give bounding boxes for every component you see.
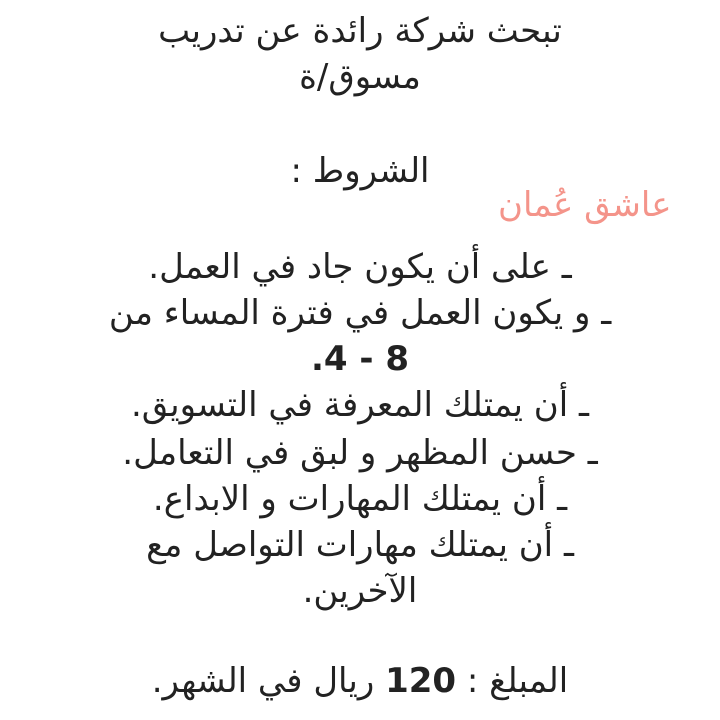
title-line-2: مسوق/ة: [299, 57, 421, 97]
salary-suffix: ريال في الشهر.: [151, 661, 375, 701]
condition-item-4: ـ حسن المظهر و لبق في التعامل.: [122, 433, 598, 473]
condition-item-6-cont: الآخرين.: [302, 571, 418, 611]
salary-label: المبلغ :: [466, 661, 569, 701]
condition-item-5: ـ أن يمتلك المهارات و الابداع.: [152, 479, 568, 519]
condition-item-2-hours: 8 - 4.: [310, 339, 410, 379]
watermark-text: عاشق عُمان: [498, 185, 672, 225]
title-line-1: تبحث شركة رائدة عن تدريب: [158, 11, 562, 51]
condition-item-3: ـ أن يمتلك المعرفة في التسويق.: [131, 385, 589, 425]
condition-item-1: ـ على أن يكون جاد في العمل.: [148, 247, 572, 287]
salary-amount: 120: [385, 661, 457, 701]
conditions-heading: الشروط :: [290, 151, 430, 191]
condition-item-6: ـ أن يمتلك مهارات التواصل مع: [146, 525, 574, 565]
salary-line: [0, 658, 720, 704]
condition-item-2: ـ و يكون العمل في فترة المساء من: [108, 293, 612, 333]
